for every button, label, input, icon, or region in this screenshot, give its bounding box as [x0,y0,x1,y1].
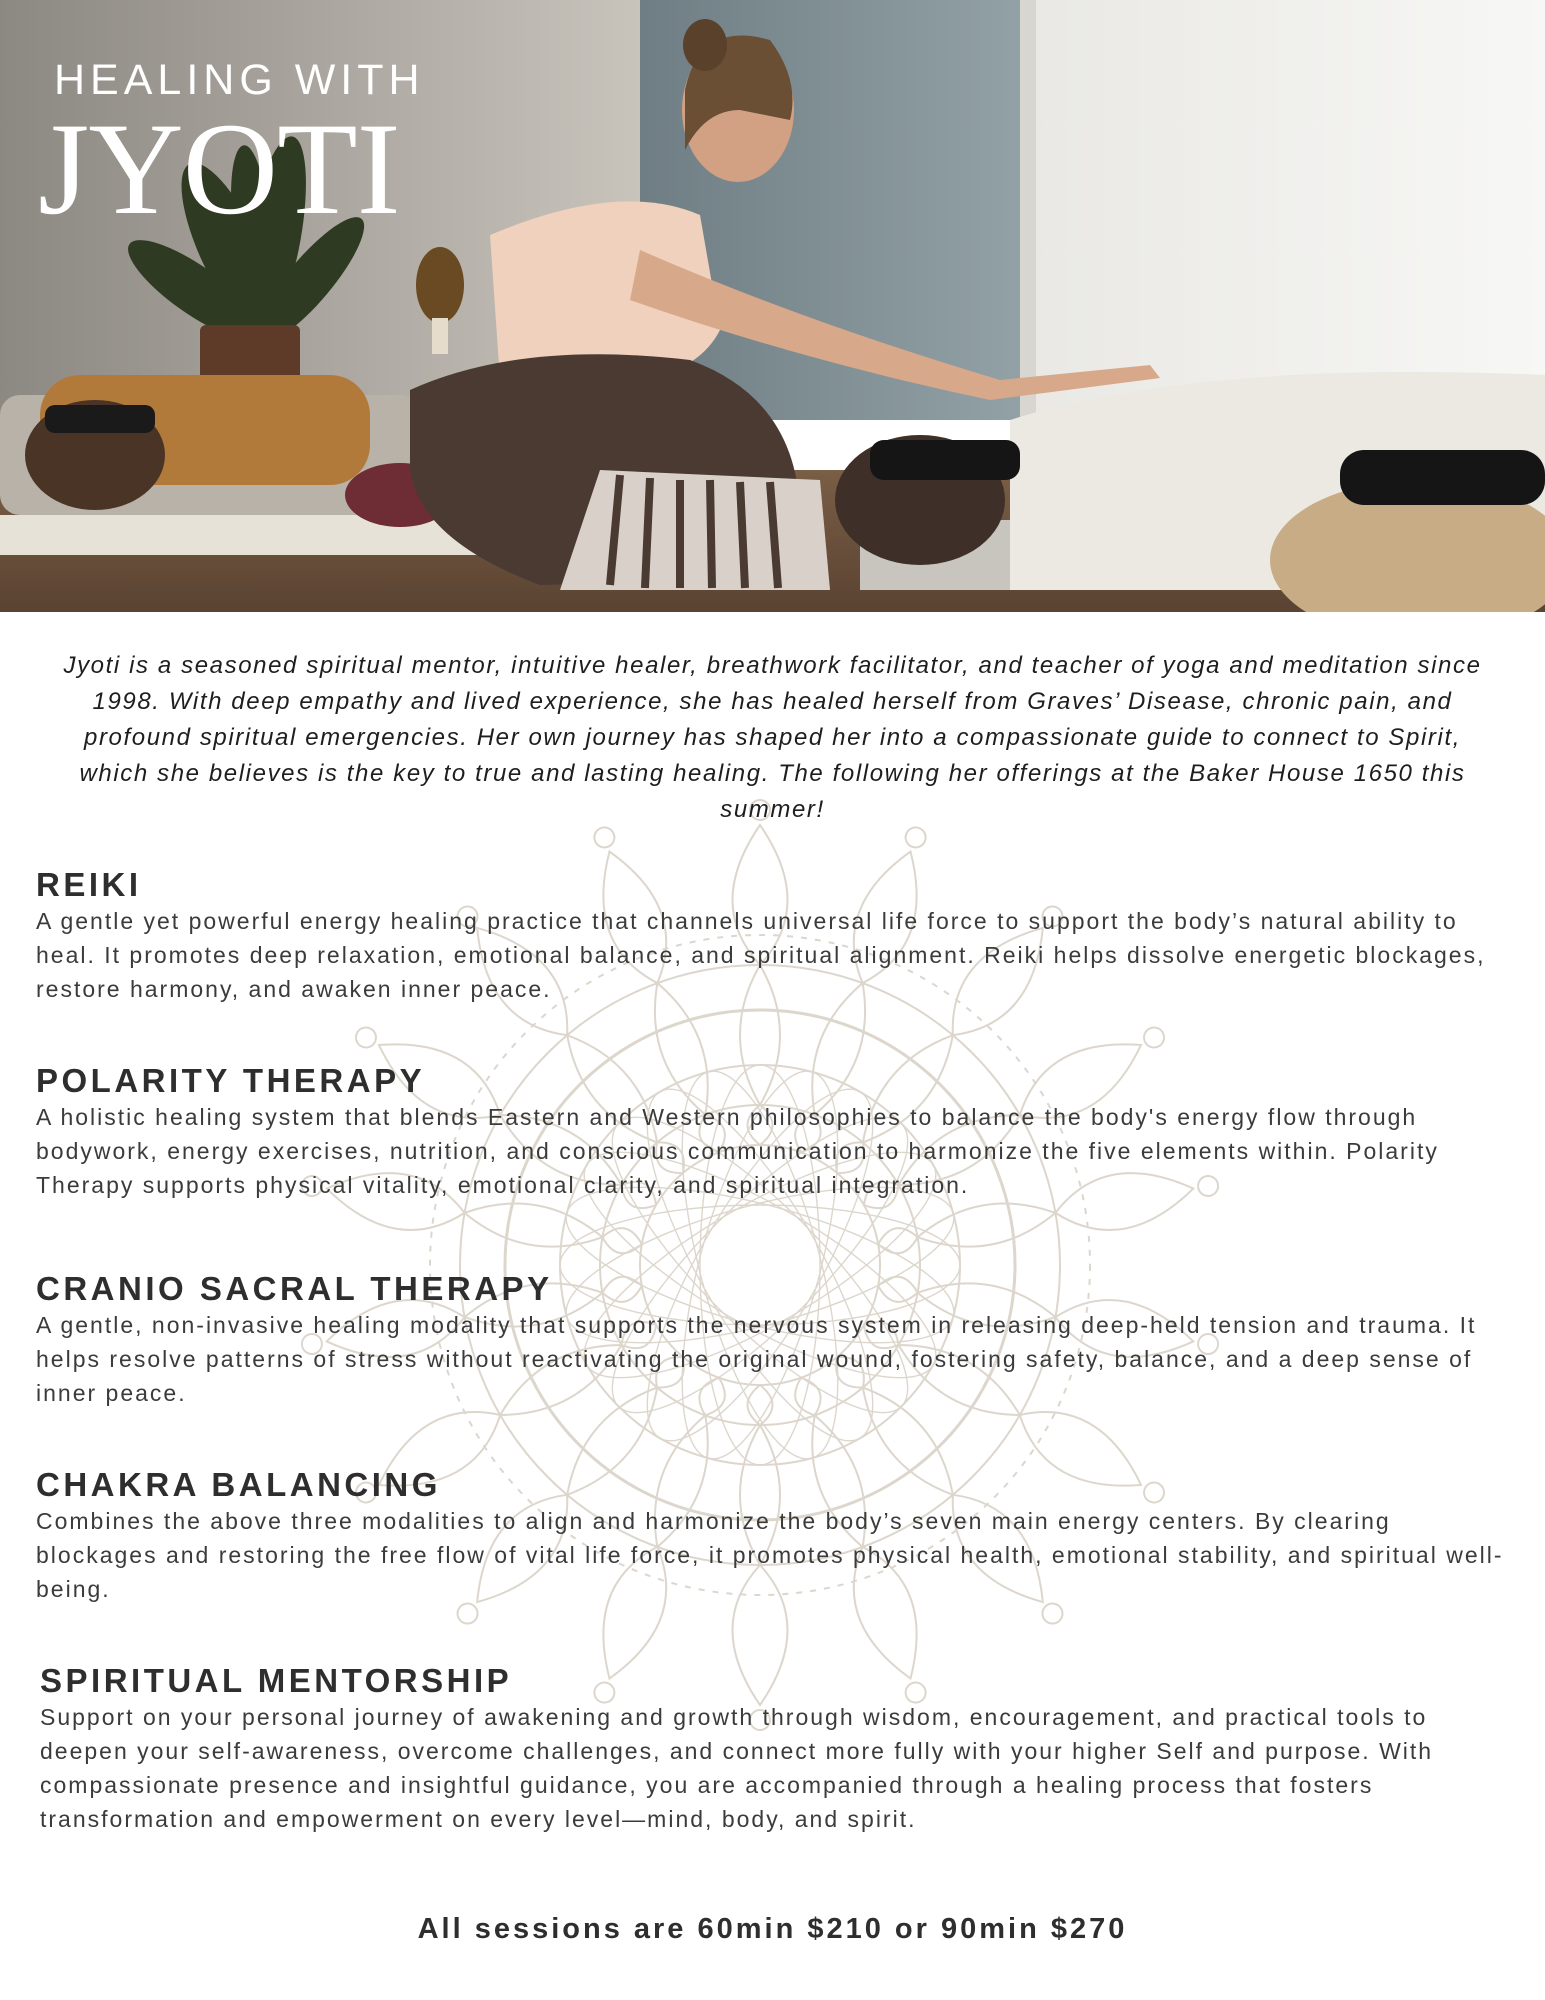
pricing-footer: All sessions are 60min $210 or 90min $270 [417,1913,1128,1945]
hero-name: JYOTI [38,95,400,242]
section-title: POLARITY THERAPY [36,1062,426,1099]
section-title: SPIRITUAL MENTORSHIP [40,1662,513,1699]
section-body: Support on your personal journey of awakening and growth through wisdom, encouragement, and practical tools to deepen your self-awareness, overcome challenges, and connect more fully with your higher Self and purpose. With compassionate presence and insightful guidance, you are accompanied through a healing process that fosters transformation and empowerment on every level—mind, body, and spirit. [40,1704,1434,1832]
section-polarity-therapy [36,1062,1516,1202]
section-spiritual-mentorship [40,1662,1520,1836]
section-body: A gentle yet powerful energy healing practice that channels universal life force to support the body’s natural ability to heal. It promotes deep relaxation, emotional balance, and spiritual alignment. Reiki helps dissolve energetic blockages, restore harmony, and awaken inner peace. [36,908,1486,1002]
section-title: CHAKRA BALANCING [36,1466,441,1503]
section-title: REIKI [36,866,142,903]
section-chakra-balancing [36,1466,1516,1606]
section-body: A gentle, non-invasive healing modality that supports the nervous system in releasing deep-held tension and trauma. It helps resolve patterns of stress without reactivating the original wound, fostering safety, balance, and a deep sense of inner peace. [36,1312,1477,1406]
intro-paragraph: Jyoti is a seasoned spiritual mentor, intuitive healer, breathwork facilitator, and teacher of yoga and meditation since 1998. With deep empathy and lived experience, she has healed herself from Graves’ Disease, chronic pain, and profound spiritual emergencies. Her own journey has shaped her into a compassionate guide to connect to Spirit, which she believes is the key to true and lasting healing. The following her offerings at the Baker House 1650 this summer! [63,652,1482,823]
hero-title [38,56,425,242]
section-reiki [36,866,1516,1006]
section-title: CRANIO SACRAL THERAPY [36,1270,553,1307]
hero-kicker: HEALING WITH [54,56,425,104]
section-cranio-sacral-therapy [36,1270,1516,1410]
hero-photo [0,0,1545,612]
section-body: A holistic healing system that blends Eastern and Western philosophies to balance the body's energy flow through bodywork, energy exercises, nutrition, and conscious communication to harmonize the five elements within. Polarity Therapy supports physical vitality, emotional clarity, and spiritual integration. [36,1104,1439,1198]
section-body: Combines the above three modalities to align and harmonize the body’s seven main energy centers. By clearing blockages and restoring the free flow of vital life force, it promotes physical health, emotional stability, and spiritual well-being. [36,1508,1504,1602]
